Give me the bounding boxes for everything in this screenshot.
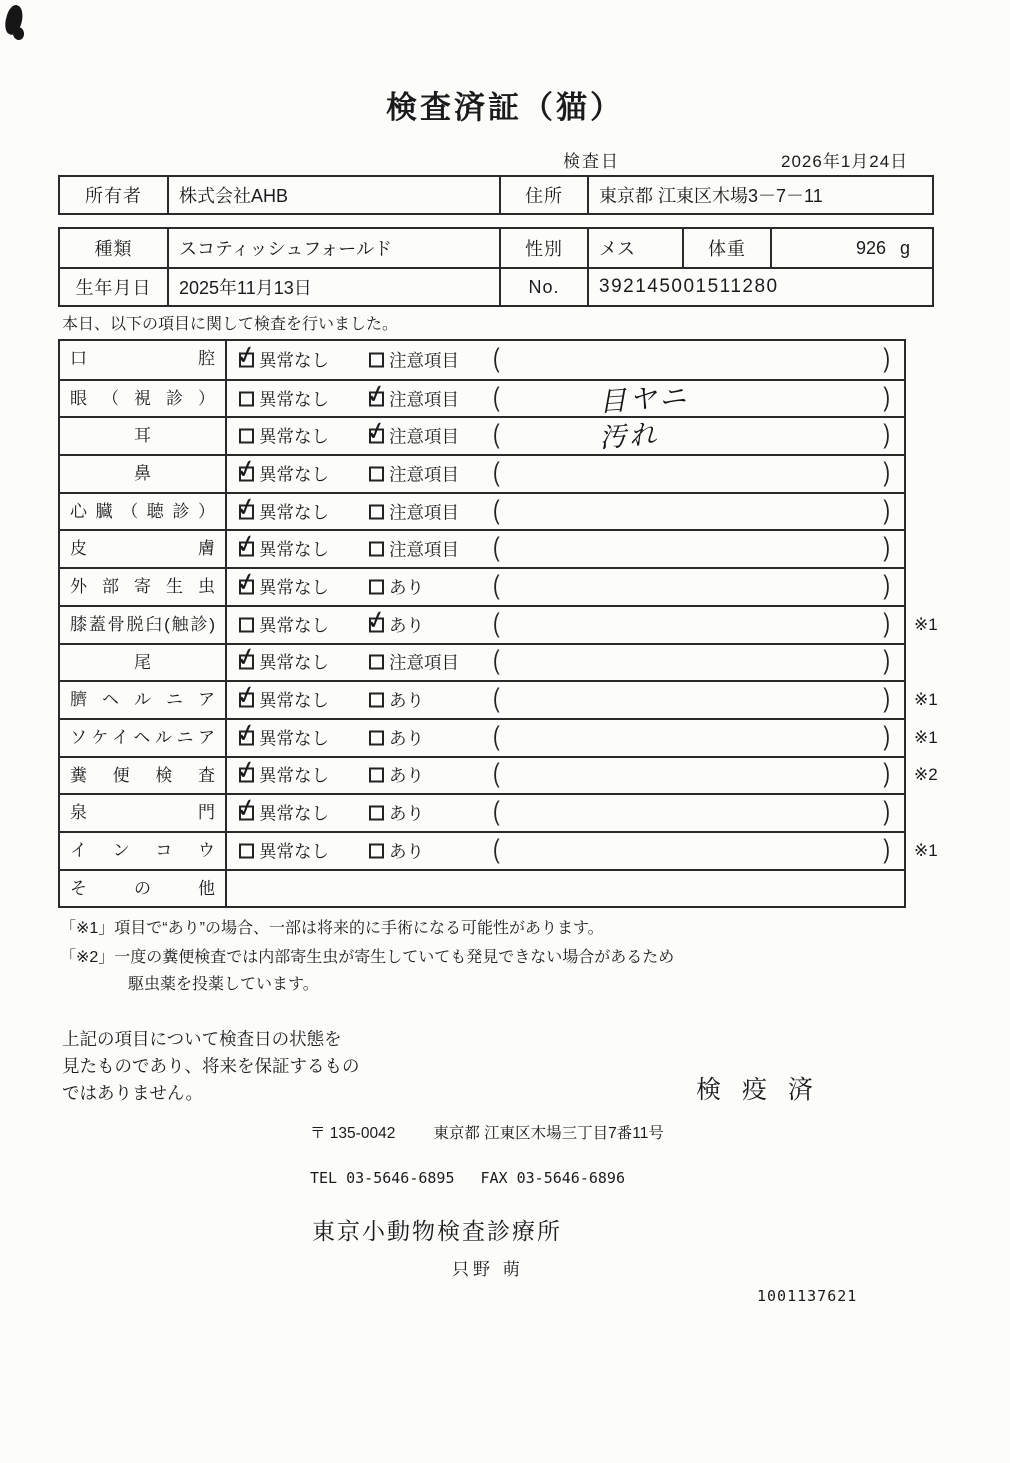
checkbox-label: 異常なし: [259, 652, 329, 673]
sex-label: 性別: [499, 229, 587, 267]
checklist-item-label: 眼（視診）: [60, 381, 227, 417]
checkbox-label: 異常なし: [259, 426, 329, 447]
checkbox-label: 注意項目: [389, 426, 459, 447]
checkbox-checked[interactable]: [369, 391, 384, 406]
checkbox-checked[interactable]: [239, 504, 254, 519]
paren-open: (: [493, 608, 500, 639]
paren-close: ): [883, 797, 890, 827]
checkbox-option: [369, 725, 424, 750]
checkbox-unchecked[interactable]: [369, 730, 384, 745]
checkbox-checked[interactable]: [239, 542, 254, 557]
checklist-row: [60, 454, 904, 492]
owner-row: [60, 177, 932, 213]
reference-mark: ※1: [914, 840, 938, 860]
pet-info-table: [58, 227, 934, 307]
paren-close: ): [883, 457, 890, 488]
breed-value: スコティッシュフォールド: [167, 229, 499, 267]
checkbox-option: [239, 838, 329, 863]
paren-open: (: [493, 343, 500, 374]
checkbox-unchecked[interactable]: [239, 391, 254, 406]
checkbox-option: [369, 461, 459, 486]
checklist-row-content: [227, 833, 938, 869]
checklist-row-content: [227, 494, 904, 530]
paren-open: (: [493, 759, 500, 790]
footnote-2: 「※2」一度の糞便検査では内部寄生虫が寄生していても発見できない場合があるため: [60, 949, 675, 966]
paren-open: (: [493, 834, 500, 865]
paren-open: (: [493, 457, 500, 488]
checkbox-unchecked[interactable]: [239, 429, 254, 444]
reference-mark: ※1: [914, 727, 938, 747]
checkbox-label: 異常なし: [259, 464, 329, 485]
checkbox-option: [239, 424, 329, 449]
quarantine-stamp: 検 疫 済: [696, 1076, 820, 1104]
paren-open: (: [493, 721, 500, 752]
paren-open: (: [493, 797, 500, 827]
address-label: 住所: [499, 177, 587, 213]
checkbox-label: あり: [389, 690, 424, 711]
checklist-row-content: [227, 456, 904, 492]
checklist-row: [60, 529, 904, 567]
checkbox-option: [369, 763, 424, 788]
checkbox-option: [239, 461, 329, 486]
checklist-row: [60, 341, 904, 379]
checkbox-option: [239, 574, 329, 599]
checkbox-option: [239, 725, 329, 750]
checkbox-label: 注意項目: [389, 389, 459, 410]
checkbox-unchecked[interactable]: [369, 843, 384, 858]
checklist-item-label: 糞便検査: [60, 758, 227, 794]
checklist-item-label: 鼻: [60, 456, 227, 492]
paren-close: ): [883, 759, 890, 790]
checkbox-option: [369, 424, 459, 449]
checklist-item-label: 尾: [60, 645, 227, 681]
checkbox-unchecked[interactable]: [369, 504, 384, 519]
clinic-address: 東京都 江東区木場三丁目7番11号: [433, 1125, 664, 1142]
birthdate-value: 2025年11月13日: [167, 269, 499, 305]
disclaimer-line: 見たものであり、将来を保証するもの: [62, 1056, 360, 1076]
scan-artifact: [12, 26, 25, 41]
checklist-row: [60, 492, 904, 530]
checkbox-option: [369, 650, 459, 675]
checkbox-label: あり: [389, 577, 424, 598]
paren-open: (: [493, 646, 500, 677]
paren-open: (: [493, 382, 500, 413]
checkbox-option: [369, 574, 424, 599]
checkbox-checked[interactable]: [239, 655, 254, 670]
checkbox-label: あり: [389, 803, 424, 824]
checklist-item-label: その他: [60, 871, 227, 907]
checkbox-label: 異常なし: [259, 502, 329, 523]
footnote-2-continued: 駆虫薬を投薬しています。: [128, 976, 319, 993]
checklist-item-label: 心臓（聴診）: [60, 494, 227, 530]
checklist-row-content: [227, 871, 904, 907]
checklist-row-content: [227, 341, 904, 379]
checkbox-unchecked[interactable]: [369, 768, 384, 783]
clinic-contact-line: [310, 1169, 625, 1187]
paren-open: (: [493, 420, 500, 450]
checklist-item-label: 耳: [60, 418, 227, 454]
checkbox-option: [239, 612, 329, 637]
checkbox-label: 異常なし: [259, 615, 329, 636]
inspection-date-value: 2026年1月24日: [781, 152, 909, 171]
checkbox-option: [239, 347, 329, 372]
pet-info-row-1: [60, 229, 932, 267]
checkbox-label: あり: [389, 615, 424, 636]
checkbox-option: [239, 386, 329, 411]
paren-close: ): [883, 382, 890, 413]
checkbox-option: [239, 688, 329, 713]
veterinarian-name: 只野 萌: [452, 1260, 524, 1279]
checklist-row: [60, 718, 938, 756]
disclaimer-line: ではありません。: [62, 1083, 204, 1103]
checklist-row: [60, 680, 938, 718]
number-value: 392145001511280: [587, 269, 932, 305]
birthdate-label: 生年月日: [75, 278, 152, 298]
clinic-fax: FAX 03-5646-6896: [480, 1169, 625, 1187]
checkbox-option: [239, 801, 329, 826]
checklist-row-content: [227, 720, 938, 756]
checkbox-unchecked[interactable]: [239, 843, 254, 858]
checkbox-label: 異常なし: [259, 350, 329, 371]
weight-value: 926: [855, 237, 886, 258]
document-number: 1001137621: [757, 1287, 858, 1305]
checklist-item-label: 膝蓋骨脱臼(触診): [60, 607, 227, 643]
paren-close: ): [883, 721, 890, 752]
checkbox-option: [239, 499, 329, 524]
document-title: 検査済証（猫）: [386, 90, 624, 125]
checklist-row-content: [227, 645, 904, 681]
paren-close: ): [883, 570, 890, 601]
paren-close: ): [883, 533, 890, 563]
inspection-date-label: 検査日: [563, 152, 620, 171]
paren-close: ): [883, 834, 890, 865]
checkbox-checked[interactable]: [369, 429, 384, 444]
handwritten-note: 目ヤニ: [598, 380, 691, 417]
checkbox-unchecked[interactable]: [369, 655, 384, 670]
checkbox-checked[interactable]: [239, 693, 254, 708]
sex-value: メス: [587, 229, 682, 267]
paren-open: (: [493, 533, 500, 563]
checkbox-option: [369, 612, 424, 637]
checkbox-label: 注意項目: [389, 464, 459, 485]
reference-mark: ※1: [914, 690, 938, 710]
pet-info-row-2: [60, 267, 932, 305]
checkbox-unchecked[interactable]: [369, 352, 384, 367]
checklist-row-content: [227, 381, 904, 417]
checkbox-option: [239, 763, 329, 788]
reference-mark: ※2: [914, 765, 938, 785]
owner-table: [58, 175, 934, 215]
checklist-row-content: [227, 531, 904, 567]
paren-close: ): [883, 684, 890, 714]
checklist-row-content: [227, 758, 938, 794]
checkbox-label: 異常なし: [259, 539, 329, 560]
checkbox-unchecked[interactable]: [369, 542, 384, 557]
checkbox-checked[interactable]: [239, 466, 254, 481]
checkbox-option: [369, 838, 424, 863]
reference-mark: ※1: [914, 614, 938, 634]
checklist-item-label: 皮膚: [60, 531, 227, 567]
checklist-item-label: 泉門: [60, 795, 227, 831]
checklist-row-content: [227, 795, 904, 831]
checkbox-label: 異常なし: [259, 765, 329, 786]
checklist-row: [60, 869, 904, 907]
paren-open: (: [493, 684, 500, 714]
checkbox-label: 異常なし: [259, 389, 329, 410]
checkbox-checked[interactable]: [239, 806, 254, 821]
checkbox-label: 注意項目: [389, 350, 459, 371]
disclaimer-line: 上記の項目について検査日の状態を: [62, 1029, 342, 1049]
checkbox-option: [239, 537, 329, 562]
handwritten-note: 汚れ: [598, 419, 661, 454]
checklist-row-content: [227, 418, 904, 454]
owner-label: 所有者: [85, 186, 142, 206]
clinic-name: 東京小動物検査診療所: [312, 1218, 562, 1244]
checkbox-checked[interactable]: [239, 768, 254, 783]
checklist-row: [60, 567, 904, 605]
paren-close: ): [883, 608, 890, 639]
clinic-postal-line: [310, 1121, 664, 1143]
paren-close: ): [883, 646, 890, 677]
checkbox-option: [369, 347, 459, 372]
clinic-tel: TEL 03-5646-6895: [310, 1169, 455, 1187]
clinic-postal-code: 〒 135-0042: [310, 1125, 396, 1142]
checklist-item-label: 臍ヘルニア: [60, 682, 227, 718]
paren-close: ): [883, 495, 890, 526]
checklist-table: [58, 339, 938, 908]
checklist-item-label: ソケイヘルニア: [60, 720, 227, 756]
checkbox-option: [369, 386, 459, 411]
paren-open: (: [493, 495, 500, 526]
checklist-item-label: インコウ: [60, 833, 227, 869]
paren-close: ): [883, 343, 890, 374]
checkbox-option: [369, 499, 459, 524]
checkbox-checked[interactable]: [239, 730, 254, 745]
checkbox-label: 異常なし: [259, 841, 329, 862]
checkbox-label: 異常なし: [259, 803, 329, 824]
checkbox-label: 注意項目: [389, 539, 459, 560]
checklist-row-content: [227, 682, 938, 718]
paren-open: (: [493, 570, 500, 601]
checkbox-label: 注意項目: [389, 502, 459, 523]
checklist-row-content: [227, 607, 938, 643]
checkbox-unchecked[interactable]: [369, 466, 384, 481]
checklist-row: [60, 643, 904, 681]
checkbox-checked[interactable]: [239, 352, 254, 367]
weight-label: 体重: [682, 229, 770, 267]
checkbox-label: あり: [389, 728, 424, 749]
checkbox-unchecked[interactable]: [369, 693, 384, 708]
number-label: No.: [499, 269, 587, 305]
checklist-row: [60, 605, 938, 643]
checkbox-option: [369, 688, 424, 713]
checklist-row: [60, 793, 904, 831]
breed-label: 種類: [94, 239, 133, 259]
checkbox-option: [239, 650, 329, 675]
weight-unit: g: [899, 237, 910, 258]
checkbox-unchecked[interactable]: [369, 806, 384, 821]
checkbox-label: 異常なし: [259, 577, 329, 598]
checkbox-label: 異常なし: [259, 690, 329, 711]
checkbox-option: [369, 801, 424, 826]
checkbox-option: [369, 537, 459, 562]
checkbox-label: あり: [389, 841, 424, 862]
checklist-row-content: [227, 569, 904, 605]
checkbox-unchecked[interactable]: [239, 617, 254, 632]
checklist-item-label: 口腔: [60, 341, 227, 379]
checkbox-label: あり: [389, 765, 424, 786]
checklist-row: [60, 831, 938, 869]
checklist-item-label: 外部寄生虫: [60, 569, 227, 605]
weight-cell: [770, 229, 932, 267]
checkbox-unchecked[interactable]: [369, 579, 384, 594]
checkbox-label: 注意項目: [389, 652, 459, 673]
address-value: 東京都 江東区木場3－7－11: [587, 177, 932, 213]
disclaimer-text: [62, 1026, 360, 1107]
checklist-body: [60, 341, 938, 906]
footnote-1: 「※1」項目で“あり”の場合、一部は将来的に手術になる可能性があります。: [60, 920, 604, 937]
checkbox-checked[interactable]: [239, 579, 254, 594]
checklist-row: [60, 756, 938, 794]
checkbox-checked[interactable]: [369, 617, 384, 632]
checklist-row: [60, 379, 904, 417]
intro-text: 本日、以下の項目に関して検査を行いました。: [62, 316, 399, 333]
paren-close: ): [883, 420, 890, 450]
checkbox-label: 異常なし: [259, 728, 329, 749]
checklist-row: [60, 416, 904, 454]
owner-value: 株式会社AHB: [167, 177, 499, 213]
